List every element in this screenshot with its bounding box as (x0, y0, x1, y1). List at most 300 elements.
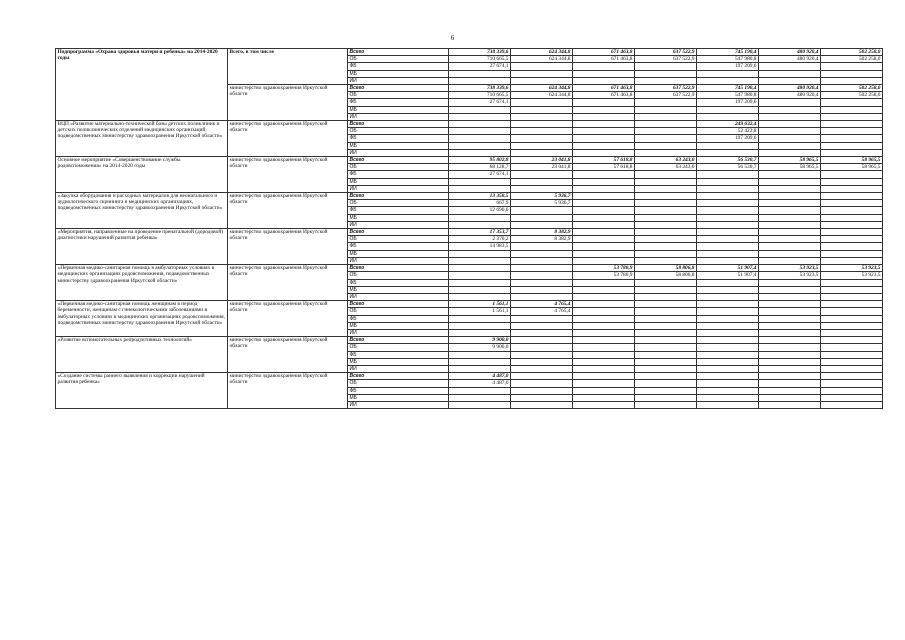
amount-cell (759, 178, 821, 185)
amount-cell: 5 936,7 (511, 193, 573, 200)
amount-cell (635, 229, 697, 236)
amount-cell (759, 351, 821, 358)
amount-cell (449, 106, 511, 113)
amount-cell: 13 358,5 (449, 193, 511, 200)
funding-source-cell: Всего (348, 337, 449, 344)
amount-cell (821, 308, 883, 315)
amount-cell (573, 99, 635, 106)
table-row (56, 229, 883, 236)
amount-cell (635, 106, 697, 113)
amount-cell: 9 900,0 (449, 337, 511, 344)
amount-cell: 480 920,4 (759, 56, 821, 63)
amount-cell (759, 200, 821, 207)
amount-cell (635, 135, 697, 142)
amount-cell (759, 142, 821, 149)
amount-cell (697, 344, 759, 351)
amount-cell (511, 257, 573, 264)
amount-cell (697, 279, 759, 286)
amount-cell (697, 401, 759, 408)
amount-cell (511, 250, 573, 257)
amount-cell: 738 339,6 (449, 85, 511, 92)
amount-cell (821, 207, 883, 214)
amount-cell (821, 257, 883, 264)
funding-source-cell: ОБ (348, 92, 449, 99)
amount-cell: 667,9 (449, 200, 511, 207)
amount-cell (635, 142, 697, 149)
amount-cell (697, 322, 759, 329)
amount-cell: 480 920,4 (759, 85, 821, 92)
funding-source-cell: Всего (348, 157, 449, 164)
funding-source-cell: ИИ (348, 113, 449, 120)
amount-cell (635, 394, 697, 401)
amount-cell (759, 365, 821, 372)
amount-cell: 624 344,8 (511, 49, 573, 56)
amount-cell (449, 329, 511, 336)
amount-cell: 53 923,5 (759, 265, 821, 272)
amount-cell (821, 380, 883, 387)
program-description: Основное мероприятие «Совершенствование службы родовспоможения» на 2014-2020 годы (56, 157, 228, 193)
amount-cell (635, 77, 697, 84)
amount-cell (511, 401, 573, 408)
amount-cell (697, 286, 759, 293)
amount-cell (573, 171, 635, 178)
amount-cell (511, 365, 573, 372)
amount-cell (821, 279, 883, 286)
amount-cell (697, 221, 759, 228)
funding-source-cell: ИИ (348, 257, 449, 264)
amount-cell: 480 920,4 (759, 92, 821, 99)
amount-cell (449, 265, 511, 272)
amount-cell (821, 171, 883, 178)
amount-cell: 624 344,8 (511, 85, 573, 92)
amount-cell (573, 70, 635, 77)
amount-cell (573, 214, 635, 221)
amount-cell (635, 171, 697, 178)
amount-cell: 197 209,6 (697, 99, 759, 106)
amount-cell (697, 329, 759, 336)
amount-cell: 27 674,1 (449, 171, 511, 178)
funding-source-cell: Всего (348, 193, 449, 200)
funding-source-cell: ИИ (348, 329, 449, 336)
executor-cell: министерство здравоохранения Иркутской области (228, 337, 348, 373)
amount-cell (573, 344, 635, 351)
amount-cell: 671 463,8 (573, 92, 635, 99)
amount-cell (697, 301, 759, 308)
amount-cell: 2 370,2 (449, 236, 511, 243)
amount-cell: 197 209,6 (697, 135, 759, 142)
amount-cell: 738 339,6 (449, 49, 511, 56)
amount-cell: 480 920,4 (759, 49, 821, 56)
funding-source-cell: ОБ (348, 200, 449, 207)
amount-cell (635, 315, 697, 322)
amount-cell (759, 344, 821, 351)
amount-cell (511, 293, 573, 300)
amount-cell (635, 214, 697, 221)
amount-cell (759, 70, 821, 77)
amount-cell (635, 243, 697, 250)
amount-cell (821, 70, 883, 77)
amount-cell (635, 236, 697, 243)
amount-cell: 547 980,8 (697, 92, 759, 99)
amount-cell (449, 394, 511, 401)
amount-cell (759, 106, 821, 113)
amount-cell (449, 142, 511, 149)
amount-cell (573, 358, 635, 365)
amount-cell: 637 522,9 (635, 85, 697, 92)
amount-cell (635, 200, 697, 207)
amount-cell (635, 308, 697, 315)
amount-cell: 68 128,7 (449, 164, 511, 171)
amount-cell (511, 351, 573, 358)
amount-cell (635, 387, 697, 394)
funding-source-cell: ИИ (348, 77, 449, 84)
amount-cell: 637 522,9 (635, 56, 697, 63)
amount-cell (759, 286, 821, 293)
amount-cell (697, 373, 759, 380)
amount-cell (821, 63, 883, 70)
amount-cell (449, 257, 511, 264)
amount-cell (697, 387, 759, 394)
amount-cell (759, 301, 821, 308)
amount-cell (511, 214, 573, 221)
amount-cell (821, 329, 883, 336)
amount-cell (635, 121, 697, 128)
amount-cell (821, 286, 883, 293)
amount-cell (821, 149, 883, 156)
amount-cell (511, 149, 573, 156)
amount-cell (821, 236, 883, 243)
amount-cell (759, 77, 821, 84)
amount-cell: 4 765,4 (511, 308, 573, 315)
amount-cell: 745 190,4 (697, 85, 759, 92)
table-row (56, 301, 883, 308)
amount-cell (573, 293, 635, 300)
amount-cell (573, 301, 635, 308)
amount-cell (573, 308, 635, 315)
funding-source-cell: ОБ (348, 344, 449, 351)
amount-cell: 58 965,5 (759, 157, 821, 164)
funding-source-cell: ФБ (348, 63, 449, 70)
funding-source-cell: Всего (348, 265, 449, 272)
amount-cell (635, 185, 697, 192)
amount-cell (449, 185, 511, 192)
amount-cell: 502 258,0 (821, 56, 883, 63)
amount-cell (511, 99, 573, 106)
amount-cell (449, 128, 511, 135)
amount-cell (511, 272, 573, 279)
amount-cell (449, 250, 511, 257)
amount-cell (449, 113, 511, 120)
amount-cell (821, 293, 883, 300)
amount-cell (573, 286, 635, 293)
amount-cell (511, 286, 573, 293)
amount-cell (697, 214, 759, 221)
amount-cell (449, 387, 511, 394)
amount-cell (821, 301, 883, 308)
amount-cell (449, 279, 511, 286)
amount-cell (511, 142, 573, 149)
amount-cell (573, 106, 635, 113)
amount-cell (511, 279, 573, 286)
amount-cell (697, 250, 759, 257)
amount-cell (759, 243, 821, 250)
amount-cell (573, 351, 635, 358)
amount-cell (573, 63, 635, 70)
funding-source-cell: ФБ (348, 387, 449, 394)
amount-cell (573, 315, 635, 322)
amount-cell (759, 128, 821, 135)
amount-cell (573, 200, 635, 207)
amount-cell (759, 322, 821, 329)
amount-cell (449, 315, 511, 322)
amount-cell (759, 193, 821, 200)
amount-cell (759, 257, 821, 264)
table-row (56, 121, 883, 128)
amount-cell (759, 113, 821, 120)
amount-cell (821, 394, 883, 401)
amount-cell (511, 380, 573, 387)
amount-cell (573, 329, 635, 336)
amount-cell (635, 401, 697, 408)
amount-cell (635, 63, 697, 70)
executor-cell: министерство здравоохранения Иркутской области (228, 193, 348, 229)
amount-cell (573, 135, 635, 142)
amount-cell: 56 530,7 (697, 164, 759, 171)
amount-cell (511, 63, 573, 70)
amount-cell (759, 337, 821, 344)
amount-cell (635, 329, 697, 336)
amount-cell (511, 243, 573, 250)
amount-cell (697, 315, 759, 322)
amount-cell (635, 351, 697, 358)
amount-cell (821, 373, 883, 380)
amount-cell (573, 128, 635, 135)
amount-cell (635, 221, 697, 228)
amount-cell: 58 965,5 (821, 157, 883, 164)
amount-cell (759, 315, 821, 322)
amount-cell (449, 70, 511, 77)
funding-source-cell: ОБ (348, 380, 449, 387)
amount-cell (635, 358, 697, 365)
amount-cell (573, 257, 635, 264)
amount-cell: 27 674,1 (449, 99, 511, 106)
executor-cell: Всего, в том числе (228, 49, 348, 85)
amount-cell: 4 487,0 (449, 380, 511, 387)
amount-cell (511, 344, 573, 351)
amount-cell (573, 373, 635, 380)
funding-source-cell: ОБ (348, 308, 449, 315)
amount-cell (511, 77, 573, 84)
amount-cell: 58 806,8 (635, 272, 697, 279)
amount-cell: 53 923,5 (821, 265, 883, 272)
amount-cell (573, 121, 635, 128)
amount-cell (635, 128, 697, 135)
amount-cell (821, 229, 883, 236)
amount-cell (573, 185, 635, 192)
amount-cell: 1 561,1 (449, 301, 511, 308)
amount-cell (821, 200, 883, 207)
amount-cell (635, 207, 697, 214)
amount-cell (573, 142, 635, 149)
amount-cell (759, 394, 821, 401)
amount-cell: 197 209,6 (697, 63, 759, 70)
amount-cell (759, 135, 821, 142)
amount-cell (511, 178, 573, 185)
amount-cell (449, 401, 511, 408)
table-row (56, 157, 883, 164)
funding-source-cell: МБ (348, 214, 449, 221)
amount-cell (573, 394, 635, 401)
amount-cell (511, 121, 573, 128)
amount-cell (759, 207, 821, 214)
funding-source-cell: МБ (348, 322, 449, 329)
amount-cell (697, 365, 759, 372)
funding-source-cell: ИИ (348, 401, 449, 408)
program-description: Подпрограмма «Охрана здоровья матери и ребенка» на 2014-2020 годы (56, 49, 228, 121)
amount-cell: 547 980,8 (697, 56, 759, 63)
table-row (56, 337, 883, 344)
funding-source-cell: ОБ (348, 128, 449, 135)
amount-cell (511, 171, 573, 178)
amount-cell: 1 561,1 (449, 308, 511, 315)
funding-source-cell: Всего (348, 85, 449, 92)
amount-cell (821, 358, 883, 365)
amount-cell: 502 258,0 (821, 49, 883, 56)
amount-cell (635, 293, 697, 300)
amount-cell (821, 214, 883, 221)
table-row (56, 193, 883, 200)
amount-cell: 52 422,8 (697, 128, 759, 135)
amount-cell (573, 149, 635, 156)
amount-cell (759, 236, 821, 243)
amount-cell (697, 380, 759, 387)
amount-cell (511, 128, 573, 135)
amount-cell: 502 258,0 (821, 92, 883, 99)
amount-cell (759, 380, 821, 387)
amount-cell (697, 394, 759, 401)
amount-cell: 53 780,9 (573, 272, 635, 279)
amount-cell (821, 193, 883, 200)
funding-source-cell: Всего (348, 121, 449, 128)
amount-cell (697, 149, 759, 156)
amount-cell (573, 221, 635, 228)
amount-cell (449, 214, 511, 221)
amount-cell (573, 178, 635, 185)
funding-source-cell: МБ (348, 286, 449, 293)
funding-source-cell: МБ (348, 142, 449, 149)
funding-source-cell: МБ (348, 70, 449, 77)
amount-cell (697, 207, 759, 214)
amount-cell (821, 250, 883, 257)
funding-source-cell: ОБ (348, 56, 449, 63)
amount-cell (821, 344, 883, 351)
amount-cell (697, 243, 759, 250)
amount-cell (697, 236, 759, 243)
amount-cell: 17 353,7 (449, 229, 511, 236)
funding-source-cell: Всего (348, 373, 449, 380)
amount-cell (697, 293, 759, 300)
amount-cell (449, 358, 511, 365)
amount-cell: 671 463,8 (573, 85, 635, 92)
funding-source-cell: ИИ (348, 149, 449, 156)
amount-cell (759, 185, 821, 192)
amount-cell: 4 487,0 (449, 373, 511, 380)
amount-cell (759, 250, 821, 257)
program-description: «Первичная медико-санитарная помощь в амбулаторных условиях в медицинских организациях родовспоможения, подведомственных министерству здравоохранения Иркутской области» (56, 265, 228, 301)
amount-cell (635, 257, 697, 264)
amount-cell (697, 142, 759, 149)
amount-cell (759, 358, 821, 365)
amount-cell: 624 344,8 (511, 56, 573, 63)
amount-cell (759, 279, 821, 286)
amount-cell: 57 618,8 (573, 164, 635, 171)
amount-cell: 53 780,9 (573, 265, 635, 272)
amount-cell (821, 77, 883, 84)
executor-cell: министерство здравоохранения Иркутской области (228, 265, 348, 301)
amount-cell (511, 329, 573, 336)
amount-cell: 57 618,8 (573, 157, 635, 164)
amount-cell (635, 250, 697, 257)
amount-cell: 710 665,5 (449, 92, 511, 99)
funding-source-cell: ИИ (348, 221, 449, 228)
funding-source-cell: ИИ (348, 185, 449, 192)
amount-cell: 5 936,7 (511, 200, 573, 207)
amount-cell (821, 135, 883, 142)
amount-cell (635, 380, 697, 387)
budget-table (55, 48, 883, 409)
amount-cell (573, 250, 635, 257)
amount-cell (573, 322, 635, 329)
amount-cell (821, 106, 883, 113)
amount-cell (511, 265, 573, 272)
amount-cell (759, 329, 821, 336)
amount-cell (449, 135, 511, 142)
funding-source-cell: МБ (348, 178, 449, 185)
amount-cell: 624 344,8 (511, 92, 573, 99)
amount-cell (759, 308, 821, 315)
amount-cell (821, 243, 883, 250)
amount-cell (573, 77, 635, 84)
program-description: «Развитие вспомогательных репродуктивных технологий» (56, 337, 228, 373)
amount-cell: 53 923,5 (759, 272, 821, 279)
amount-cell (697, 351, 759, 358)
amount-cell (573, 229, 635, 236)
program-description: «Первичная медико-санитарная помощь женщинам в период беременности, женщинам с гинекологическими заболеваниями в амбулаторных условиях в медицинских организациях родовспоможения, подведомственных министерству здравоохранения Иркутской области» (56, 301, 228, 337)
amount-cell (759, 99, 821, 106)
amount-cell (511, 221, 573, 228)
funding-source-cell: ИИ (348, 293, 449, 300)
amount-cell (449, 272, 511, 279)
amount-cell (573, 113, 635, 120)
amount-cell (821, 121, 883, 128)
amount-cell: 249 632,4 (697, 121, 759, 128)
table-row (56, 49, 883, 56)
amount-cell (635, 70, 697, 77)
funding-source-cell: ФБ (348, 171, 449, 178)
amount-cell (821, 221, 883, 228)
amount-cell (821, 365, 883, 372)
amount-cell: 9 900,0 (449, 344, 511, 351)
amount-cell (635, 373, 697, 380)
funding-source-cell: МБ (348, 106, 449, 113)
amount-cell (511, 337, 573, 344)
program-description: «Создание системы раннего выявления и коррекции нарушений развития ребенка» (56, 373, 228, 409)
amount-cell: 27 674,1 (449, 63, 511, 70)
amount-cell: 637 522,9 (635, 49, 697, 56)
amount-cell (821, 113, 883, 120)
amount-cell: 51 907,4 (697, 272, 759, 279)
amount-cell (511, 106, 573, 113)
